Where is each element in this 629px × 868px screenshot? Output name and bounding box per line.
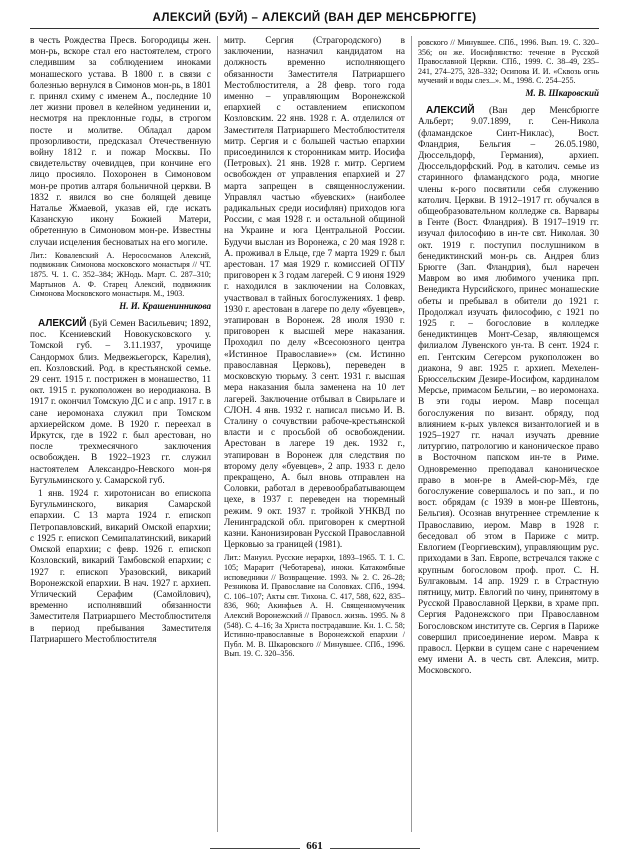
entry-alexiy-van-der-mensbrugge <box>418 105 599 677</box>
page-footer <box>30 838 599 860</box>
column-divider-2 <box>411 36 412 832</box>
column-2 <box>224 36 405 832</box>
column-3 <box>418 36 599 832</box>
running-header <box>30 6 599 32</box>
footer-ornament-right <box>330 848 420 849</box>
entry-alexiy-mensbrugge-headword: АЛЕКСИЙ <box>426 105 475 117</box>
column-3-author-signature: М. В. Шкаровский <box>525 87 599 98</box>
column-divider-1 <box>217 36 218 832</box>
column-3-literature-continued: ровского // Минувшее. СПб., 1996. Вып. 19. С. 320–356; он же. Иосифлянство: течение в Русской Православной Церкви. СПб., 1999. С. 38–49, 235–241, 274–275, 328–332; Осипова И. И. «Сквозь огнь мучений и воды слез...». М., 1998. С. 254–255. <box>418 38 599 86</box>
entry-alexiy-buy-paragraph-2: 1 янв. 1924 г. хиротонисан во епископа Бугульминского, викария Самарской епархии. С 13 марта 1924 г. епископ Петропавловский, викарий Омской епархии; с 1925 г. епископ Семипалатинский, викарий Омской епархии; с февр. 1926 г. епископ Козловский, викарий Тамбовской епархии; с 1927 г. епископ Уразовский, викарий Воронежской епархии. В нач. 1927 г. архиеп. Углический Серафим (Самойлович), временно исполнявший обязанности Заместителя Патриаршего Местоблюстителя в период пребывания Заместителя Патриаршего Местоблюстителя <box>30 489 211 645</box>
column-2-continued-text: митр. Сергия (Страгородского) в заключении, назначил кандидатом на должность временно исполняющего обязанности Заместителя Патриаршего Местоблюстителя, а 28 февр. того года именно – управляющим Воронежской епархией с оставлением епископом Козловским. 22 янв. 1928 г. А. отделился от Заместителя Патриаршего Местоблюстителя митр. Сергия и с большей частью епархии присоединился к сторонникам митр. Иосифа (Петровых). 21 янв. 1928 г. митр. Сергием освобожден от управления епархией и 27 марта запрещен в священнослужении. Управлял частью «буевских» (наиболее радикальных среди иосифлян) приходов юга России, с мая 1928 г. и остальной общиной на Украине и юга Центральной России. Будучи выслан из Воронежа, с 20 мая 1928 г. А. проживал в Ельце, где 7 марта 1929 г. был арестован. 17 мая 1929 г. комиссией ОГПУ приговорен к 3 годам лагерей. С 9 июня 1929 г. находился в заключении на Соловках, участвовал в тайных богослужениях. 1 февр. 1930 г. арестован в лагере по делу «буевцев», этапирован в Воронеж. 28 июля 1930 г. приговорен к высшей мере наказания. Проходил по делу «Всесоюзного центра «Истинное Православие»» (см. Истинно православная Церковь), переведен в московскую тюрьму. 3 сент. 1931 г. высшая мера наказания была заменена на 10 лет лагерей. Заключение отбывал в Свирьлаге и СЛОН. 4 янв. 1932 г. написал письмо И. В. Сталину о сочувствии рабоче-крестьянской власти и с просьбой об освобождении. Арестован в лагере 19 дек. 1932 г., этапирован в Воронеж для следствия по второму делу «буевцев», 2 апр. 1933 г. дело прекращено, А. был вновь отправлен на Соловки, работал в деревообрабатывающем цехе, в 1937 г. переведен на тюремный режим. 9 окт. 1937 г. тройкой УНКВД по Ленинградской обл. приговорен к смертной казни. Канонизирован Русской Православной Церковью за границей (1981). <box>224 36 405 551</box>
page-number: 661 <box>306 840 323 852</box>
entry-alexiy-buy-headword: АЛЕКСИЙ <box>38 318 87 330</box>
header-rule <box>30 28 599 29</box>
column-1 <box>30 36 211 832</box>
column-1-literature: Лит.: Ковалевский А. Нерососманов Алексий, подвижник Симонова московского монастыря // ЧТ. 1875. Ч. 1. С. 352–384; ЖНодь. Март. С. 287–310; Мартынов А. Ф. Старец Алексий, подвижник Симонова Московского монастыря. М., 1903. <box>30 250 211 299</box>
column-2-literature: Лит.: Мануил. Русские иерархи, 1893–1965. Т. 1. С. 105; Марарит (Чеботарева), иноки. Катакомбные исповедники // Возвращение. 1993. № 2. С. 26–28; Резникова И. Православие на Соловках. СПб., 1994. С. 106–107; Акты свт. Тихона. С. 417, 588, 622, 835–836, 960; Акинфьев А. Н. Священномученик Алексий Воронежский // Правосл. жизнь. 1995. № 8 (548). С. 4–16; За Христа пострадавшие. Кн. 1. С. 58; Истинно-православные в Воронежской епархии / Публ. М. В. Шкаровского // Минувшее. СПб., 1996. Вып. 19. С. 320–356. <box>224 553 405 659</box>
column-1-continued-text: в честь Рождества Пресв. Богородицы жен. мон-рь, вскоре стал его настоятелем, строго следившим за соблюдением иноками монашеского устава. В 1800 г. в связи с болезнью вернулся в Симонов мон-рь, в 1801 г. принял схиму с именем А., последние 10 лет жизни провел в келейном уединении и, несмотря на преклонные годы, в строгом посте и молитве. Обладал даром прозорливости, предсказал Отечественную войну 1812 г. и пожар Москвы. По свидетельству очевидцев, при кончине его лицо просияло. Похоронен в Симоновом мон-ре против алтаря больничной церкви. В 1832 г. явился во сне болящей девице Наталье Жмаевой, указав ей, где искать Казанскую икону Божией Матери, обретенную в Симоновом мон-ре. Известны случаи исцеления бесноватых на его могиле. <box>30 36 211 248</box>
running-header-title: АЛЕКСИЙ (БУЙ) – АЛЕКСИЙ (ВАН ДЕР МЕНСБРЮГГЕ) <box>152 12 477 24</box>
entry-alexiy-buy-intro: (Буй Семен Васильевич; 1892, пос. Ксениевский Новокусковского у. Томской губ. – 3.11.1937, урочище Сандормох близ. Медвежьегорск, Карелия), еп. Козловский. Род. в крестьянской семье. 29 сент. 1915 г. пострижен в монашество, 11 окт. 1915 г. рукоположен во иеродиакона. В 1917 г. окончил Томскую ДС и с апр. 1917 г. в сане иеромонаха служил при Томском архиерейском доме. В 1920 г. переехал в Иркутск, где в 1922 г. был арестован, но после трехмесячного заключения освобожден. В 1922–1923 гг. служил настоятелем Александро-Невского мон-ря Бугульминского у. Самарской губ. <box>30 319 211 486</box>
entry-alexiy-mensbrugge-text: (Ван дер Менсбрюгге Альберт; 9.07.1899, г. Сен-Никола (фламандское Синт-Никлас), Вост. Фландрия, Бельгия – 26.05.1980, Дюссельдорф, Германия), архиеп. Дюссельдорфский. Род. в католич. семье из старинного фламандского рода, многие члены к-рого посвятили себя служению католич. Церкви. В 1912–1917 гг. обучался в общеобразовательном колледже св. Варвары в Генте (Вост. Фландрия). В 1917–1919 гг. изучал философию в ин-те свт. Николая. 30 окт. 1919 г. поступил послушником в бенедиктинский мон-рь св. Андрея близ Брюгге (Зап. Фландрия), был наречен Мавром во имя любимого ученика прп. Венедикта Нурсийского, принес монашеские обеты и пребывал в обители до 1921 г. Продолжал изучать философию, с 1921 по 1925 г. – богословие в колледже бенедиктинцев Монт-Сезар, являющемся филиалом Лувенского ун-та. В сент. 1924 г. еп. Гентским Сегерсом рукоположен во диакона, 9 авг. 1925 г. архиеп. Мехелен-Брюссельским Дезире-Иосифом, кардиналом Мерсье, примасом Бельгии, – во иеромонаха. В эти годы иером. Мавр посещал богослужения по визант. обряду, под влиянием к-рых увлекся византологией и в 1925–1927 гг. начал изучать древние литургию, патрологию и каноническое право в Восточном папском ин-те в Риме. Одновременно преподавал каноническое право в мон-ре в Амей-сюр-Мёз, где богослужение совершалось и по зап., и по вост. обрядам (с 1939 в мон-ре Шевтонь, Бельгия). Осознав внутреннее стремление к Православию, иером. Мавр в 1928 г. беседовал об этом в Париже с митр. Евлогием (Георгиевским), управляющим рус. приходами в Зап. Европе, встречался также с крупным богословом проф. прот. С. Н. Булгаковым. 14 апр. 1929 г. в Страстную пятницу, митр. Евлогий по чину, принятому в Русской Православной Церкви, в храме прп. Сергия Радонежского при Православном Богословском институте св. Сергия в Париже совершил присоединение иером. Мавра к правосл. Церкви в сущем сане с наречением ему имени А. в честь свт. Алексия, митр. Московского. <box>418 106 599 677</box>
entry-alexiy-buy <box>30 318 211 487</box>
column-1-author-signature: Н. И. Крашенинникова <box>119 300 211 311</box>
